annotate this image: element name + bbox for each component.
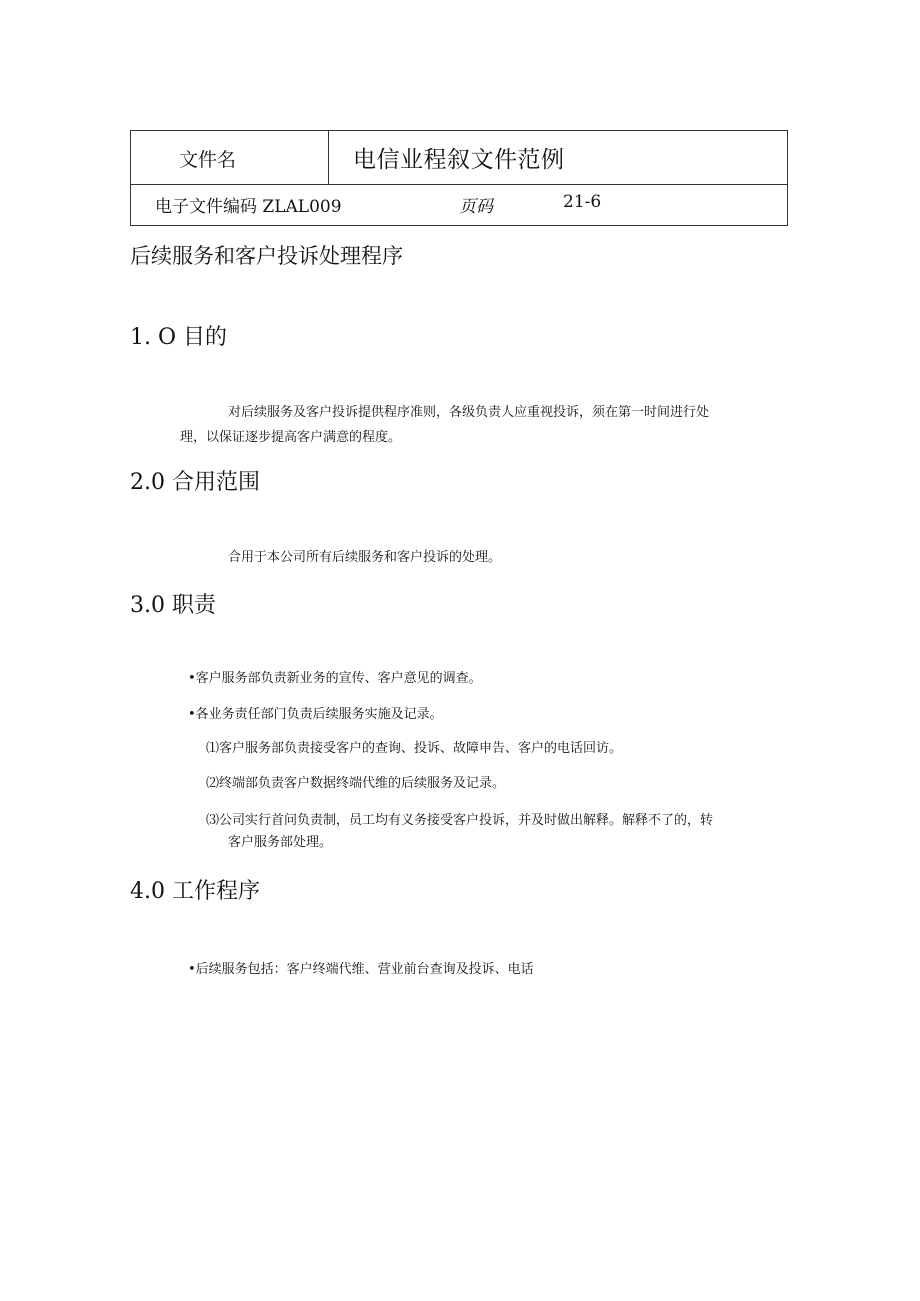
responsibility-subitem-3: ⑶公司实行首问负责制，员工均有义务接受客户投诉，并及时做出解释。解释不了的，转 [206,813,714,828]
responsibility-subitem-2: ⑵终端部负责客户数据终端代维的后续服务及记录。 [206,776,506,791]
responsibility-subitem-1: ⑴客户服务部负责接受客户的查询、投诉、故障申告、客户的电话回访。 [206,741,623,756]
section-heading-procedure: 4.0 工作程序 [130,879,260,904]
file-name-value: 电信业程叙文件范例 [353,147,565,173]
page-value: 21-6 [563,192,602,212]
file-code-label: 电子文件编码 ZLAL009 [155,197,342,217]
header-row-filename [131,131,787,185]
responsibility-bullet-1: •客户服务部负责新业务的宣传、客户意见的调查。 [188,671,482,686]
responsibility-bullet-2: •各业务责任部门负责后续服务实施及记录。 [188,707,443,722]
section-purpose-line-2: 理，以保证逐步提高客户满意的程度。 [180,430,402,445]
cell-divider [328,131,329,184]
page-label: 页码 [459,197,493,217]
header-table [130,130,788,226]
section-heading-scope: 2.0 合用范围 [130,470,260,495]
responsibility-subitem-3-cont: 客户服务部处理。 [228,835,333,850]
header-row-code [131,184,787,225]
procedure-bullet-1: •后续服务包括：客户终端代维、营业前台查询及投诉、电话 [188,962,534,977]
document-title: 后续服务和客户投诉处理程序 [130,244,403,268]
file-name-label: 文件名 [179,149,237,171]
section-heading-purpose: 1. O 目的 [130,325,228,350]
section-heading-responsibility: 3.0 职责 [130,593,216,618]
section-scope-line-1: 合用于本公司所有后续服务和客户投诉的处理。 [228,550,502,565]
section-purpose-line-1: 对后续服务及客户投诉提供程序准则，各级负责人应重视投诉，须在第一时间进行处 [228,405,710,420]
